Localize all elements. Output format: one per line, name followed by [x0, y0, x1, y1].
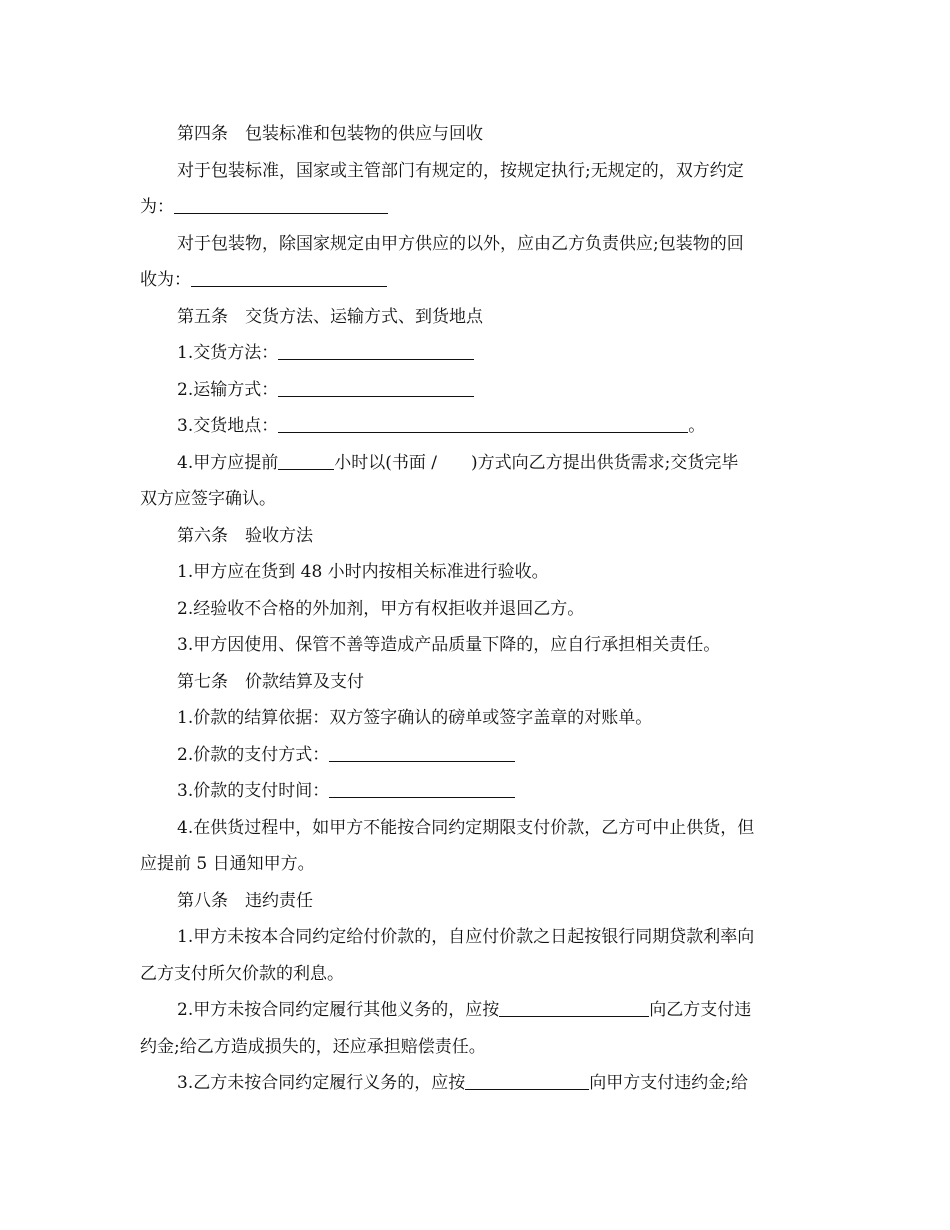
transport-mode-item: 2.运输方式： [140, 372, 812, 409]
packaging-supply-text: 对于包装物，除国家规定由甲方供应的以外，应由乙方负责供应;包装物的回 [177, 233, 744, 254]
liability-item-1-cont: 乙方支付所欠价款的利息。 [140, 963, 344, 984]
article-4-heading: 第四条 包装标准和包装物的供应与回收 [177, 124, 483, 144]
advance-notice-item: 4.甲方应提前 小时以(书面 / )方式向乙方提出供货需求;交货完毕 [177, 452, 739, 473]
payment-item-4: 4.在供货过程中，如甲方不能按合同约定期限支付价款，乙方可中止供货，但 [177, 817, 755, 838]
payment-item-1: 1.价款的结算依据：双方签字确认的磅单或签字盖章的对账单。 [177, 708, 653, 728]
blank-delivery-location[interactable] [278, 414, 688, 433]
packaging-standard-cont: 为： [140, 189, 812, 226]
article-5-heading: 第五条 交货方法、运输方式、到货地点 [177, 306, 483, 327]
packaging-standard-text: 对于包装标准，国家或主管部门有规定的，按规定执行;无规定的，双方约定 [177, 160, 744, 181]
payment-item-4-cont: 应提前 5 日通知甲方。 [140, 854, 315, 874]
payment-time-item: 3.价款的支付时间： [140, 773, 812, 810]
article-6-heading: 第六条 验收方法 [177, 525, 313, 546]
liability-item-2-cont: 约金;给乙方造成损失的，还应承担赔偿责任。 [140, 1036, 486, 1057]
blank-delivery-method[interactable] [278, 341, 474, 360]
liability-item-2: 2.甲方未按合同约定履行其他义务的，应按 向乙方支付违 [177, 1000, 752, 1020]
advance-notice-cont: 双方应签字确认。 [140, 489, 276, 509]
delivery-method-item: 1.交货方法： [140, 335, 812, 372]
packaging-recycle-cont: 收为： [140, 262, 812, 299]
article-7-heading: 第七条 价款结算及支付 [177, 671, 364, 692]
liability-item-3: 3.乙方未按合同约定履行义务的，应按 向甲方支付违约金;给 [177, 1073, 748, 1093]
blank-advance-hours[interactable] [278, 451, 334, 470]
blank-payment-method[interactable] [329, 743, 515, 762]
blank-payment-time[interactable] [329, 779, 515, 798]
delivery-location-item: 3.交货地点： 。 [177, 416, 706, 436]
blank-party-b-penalty[interactable] [465, 1071, 589, 1090]
article-8-heading: 第八条 违约责任 [177, 890, 313, 911]
inspection-item-1: 1.甲方应在货到 48 小时内按相关标准进行验收。 [177, 562, 549, 582]
blank-party-a-penalty[interactable] [499, 998, 649, 1017]
blank-packaging-recycle[interactable] [191, 268, 387, 287]
blank-transport-mode[interactable] [278, 378, 474, 397]
inspection-item-3: 3.甲方因使用、保管不善等造成产品质量下降的，应自行承担相关责任。 [177, 635, 721, 655]
payment-method-item: 2.价款的支付方式： [140, 737, 812, 774]
blank-packaging-standard[interactable] [174, 195, 388, 214]
inspection-item-2: 2.经验收不合格的外加剂，甲方有权拒收并退回乙方。 [177, 598, 585, 619]
liability-item-1: 1.甲方未按本合同约定给付价款的，自应付价款之日起按银行同期贷款利率向 [177, 927, 755, 947]
